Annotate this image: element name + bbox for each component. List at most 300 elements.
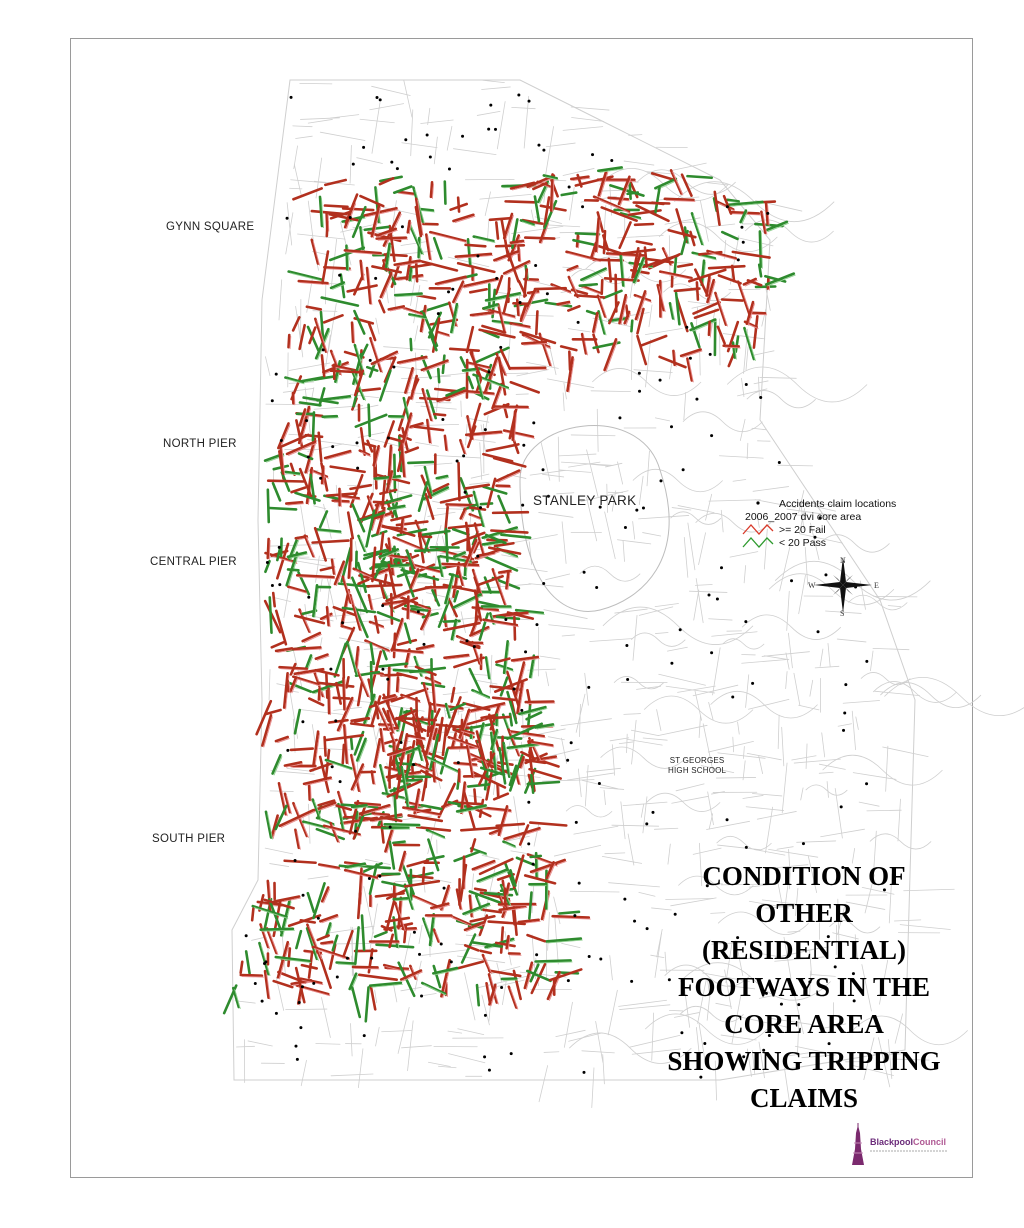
fail-footway	[343, 931, 352, 957]
fail-footway	[293, 647, 320, 649]
claim-location-dot	[535, 623, 538, 626]
claim-location-dot	[271, 584, 274, 587]
pass-footway	[369, 405, 370, 436]
claim-location-dot	[522, 444, 525, 447]
claim-location-dot	[517, 93, 520, 96]
claim-location-dot	[575, 821, 578, 824]
fail-footway	[385, 422, 394, 447]
claim-location-dot	[302, 894, 305, 897]
road-segment	[643, 738, 667, 740]
fail-footway	[497, 824, 524, 826]
fail-footway	[518, 248, 519, 261]
fail-footway	[442, 564, 478, 565]
claim-location-dot	[368, 877, 371, 880]
road-curve	[566, 805, 612, 817]
road-segment	[760, 377, 797, 378]
road-curve	[723, 639, 764, 649]
title-line: FOOTWAYS IN THE	[677, 972, 931, 1002]
road-segment	[688, 523, 695, 570]
road-segment	[530, 224, 580, 227]
road-segment	[782, 727, 784, 766]
fail-footway	[415, 764, 431, 771]
road-segment	[590, 639, 632, 642]
pass-footway	[270, 597, 272, 632]
fail-footway	[325, 737, 326, 755]
fail-footway	[487, 717, 510, 718]
fail-footway	[492, 384, 501, 408]
pass-footway	[445, 181, 446, 203]
fail-footway	[285, 861, 316, 863]
road-segment	[357, 158, 383, 164]
fail-footway-edge	[486, 360, 498, 394]
fail-footway	[359, 975, 396, 980]
claim-location-dot	[842, 729, 845, 732]
fail-footway	[289, 335, 290, 347]
fail-footway	[494, 252, 517, 261]
fail-footway	[461, 828, 498, 831]
road-segment	[792, 756, 816, 760]
road-segment	[514, 797, 522, 848]
pass-footway	[371, 662, 372, 699]
claim-location-dot	[294, 859, 297, 862]
pass-footway	[394, 455, 395, 492]
fail-footway	[732, 266, 734, 281]
road-segment	[821, 829, 865, 837]
claim-location-dot	[329, 668, 332, 671]
claim-location-dot	[751, 682, 754, 685]
road-segment	[689, 591, 727, 592]
claim-location-dot	[744, 620, 747, 623]
road-segment	[461, 401, 462, 417]
road-segment	[313, 311, 337, 312]
fail-footway	[719, 275, 741, 283]
pass-footway	[631, 321, 632, 331]
pass-footway	[630, 184, 631, 199]
fail-footway	[641, 336, 666, 345]
road-segment	[402, 143, 437, 148]
claim-location-dot	[542, 149, 545, 152]
pass-footway	[562, 193, 576, 195]
label-central-pier: CENTRAL PIER	[150, 556, 237, 568]
claim-location-dot	[659, 379, 662, 382]
fail-footway	[453, 282, 463, 302]
claim-location-dot	[483, 1055, 486, 1058]
fail-footway	[318, 935, 329, 939]
road-segment	[559, 454, 596, 456]
road-segment	[693, 685, 738, 696]
fail-footway	[309, 785, 310, 800]
claim-location-dot	[546, 292, 549, 295]
road-segment	[743, 761, 745, 780]
fail-footway	[553, 916, 589, 917]
legend-accidents	[741, 498, 896, 511]
fail-footway	[434, 930, 439, 942]
pass-footway	[411, 339, 412, 350]
road-segment	[624, 714, 641, 715]
road-segment	[741, 378, 743, 396]
map-title	[640, 858, 968, 1117]
pass-footway	[375, 932, 386, 936]
road-segment	[754, 381, 768, 384]
claim-location-dot	[479, 506, 482, 509]
fail-footway	[447, 504, 474, 505]
fail-footway	[324, 267, 349, 268]
road-segment	[376, 318, 379, 334]
road-curve	[644, 696, 753, 723]
road-segment	[819, 772, 833, 773]
road-segment	[623, 541, 624, 562]
claim-location-dot	[298, 1001, 301, 1004]
fail-footway	[506, 201, 535, 202]
pass-footway	[393, 842, 404, 843]
claim-location-dot	[451, 288, 454, 291]
claim-location-dot	[396, 167, 399, 170]
road-segment	[699, 533, 706, 565]
road-segment	[753, 487, 789, 492]
fail-footway	[415, 427, 443, 430]
claim-dot-icon	[741, 498, 775, 512]
claim-location-dot	[573, 914, 576, 917]
fail-footway	[634, 203, 670, 204]
road-segment	[585, 673, 589, 705]
fail-footway	[450, 349, 478, 351]
road-segment	[670, 361, 672, 379]
road-segment	[676, 784, 704, 791]
fail-footway	[309, 953, 312, 978]
fail-footway	[599, 171, 607, 196]
claim-location-dot	[626, 678, 629, 681]
road-segment	[838, 724, 851, 727]
claim-location-dot	[420, 995, 423, 998]
road-curve	[647, 793, 720, 811]
fail-footway	[528, 935, 545, 941]
claim-location-dot	[312, 982, 315, 985]
fail-footway	[504, 431, 533, 437]
claim-location-dot	[599, 957, 602, 960]
pass-footway	[461, 357, 466, 367]
road-segment	[610, 738, 629, 741]
fail-footway	[677, 210, 686, 242]
road-segment	[423, 993, 436, 995]
pass-footway	[503, 842, 514, 847]
road-segment	[709, 619, 732, 620]
road-segment	[316, 1044, 340, 1045]
claim-location-dot	[535, 953, 538, 956]
road-segment	[587, 768, 621, 772]
road-segment	[563, 393, 564, 411]
road-segment	[559, 470, 591, 472]
road-segment	[395, 880, 430, 881]
road-segment	[475, 440, 495, 443]
pass-footway-edge	[324, 418, 338, 419]
pass-footway	[604, 291, 622, 298]
road-segment	[320, 132, 365, 140]
road-segment	[561, 462, 613, 465]
compass-n: N	[840, 556, 846, 565]
pass-footway	[366, 987, 369, 1021]
pass-line-icon	[741, 535, 775, 552]
fail-footway	[439, 784, 455, 817]
fail-footway	[467, 363, 488, 368]
fail-footway	[381, 820, 383, 842]
fail-footway	[417, 827, 450, 830]
claim-location-dot	[542, 582, 545, 585]
pass-footway	[415, 550, 447, 551]
pass-footway	[576, 233, 599, 234]
road-segment	[421, 120, 453, 123]
road-segment	[298, 234, 346, 239]
road-segment	[562, 522, 566, 564]
claim-location-dot	[392, 365, 395, 368]
road-segment	[639, 515, 689, 518]
road-segment	[797, 841, 836, 842]
road-segment	[810, 680, 813, 696]
road-segment	[612, 825, 659, 826]
claim-location-dot	[577, 321, 580, 324]
fail-footway	[604, 231, 605, 253]
fail-footway	[325, 451, 350, 458]
road-segment	[629, 135, 642, 136]
road-segment	[386, 289, 388, 303]
label-gynn-square: GYNN SQUARE	[166, 221, 255, 233]
claim-location-dot	[570, 741, 573, 744]
fail-footway-edge	[510, 988, 517, 1009]
claim-location-dot	[400, 741, 403, 744]
pass-footway	[477, 985, 479, 1005]
claim-location-dot	[528, 100, 531, 103]
pass-footway	[510, 714, 512, 725]
claim-location-dot	[568, 185, 571, 188]
road-segment	[602, 856, 641, 863]
pass-footway	[354, 311, 364, 333]
claim-location-dot	[379, 98, 382, 101]
label-north-pier: NORTH PIER	[163, 438, 237, 450]
fail-footway	[272, 642, 284, 647]
pass-footway	[486, 293, 520, 300]
road-segment	[562, 635, 574, 636]
claim-location-dot	[456, 460, 459, 463]
road-segment	[269, 670, 270, 700]
claim-location-dot	[296, 1058, 299, 1061]
claim-location-dot	[290, 96, 293, 99]
fail-footway-edge	[527, 703, 555, 704]
road-curve	[884, 677, 1024, 715]
road-segment	[688, 301, 705, 303]
fail-footway	[637, 336, 645, 364]
road-segment	[719, 456, 763, 458]
claim-location-dot	[623, 898, 626, 901]
claim-location-dot	[720, 566, 723, 569]
road-segment	[549, 625, 595, 630]
claim-location-dot	[582, 1071, 585, 1074]
claim-location-dot	[499, 346, 502, 349]
road-segment	[719, 319, 720, 365]
fail-footway	[475, 889, 486, 891]
road-segment	[600, 788, 624, 790]
road-segment	[645, 328, 682, 334]
claim-location-dot	[331, 445, 334, 448]
road-segment	[657, 709, 661, 730]
road-segment	[888, 606, 900, 607]
claim-location-dot	[583, 571, 586, 574]
claim-location-dot	[278, 583, 281, 586]
fail-footway	[348, 285, 377, 291]
road-segment	[293, 719, 295, 752]
claim-location-dot	[512, 687, 515, 690]
road-segment	[746, 347, 748, 370]
pass-footway	[376, 945, 413, 948]
claim-location-dot	[457, 761, 460, 764]
fail-footway	[325, 206, 348, 207]
road-segment	[822, 733, 825, 757]
fail-footway	[474, 790, 475, 803]
pass-footway	[365, 227, 388, 230]
road-segment	[320, 579, 322, 591]
claim-location-dot	[426, 134, 429, 137]
pass-footway	[295, 710, 300, 733]
claim-location-dot	[638, 372, 641, 375]
road-segment	[733, 737, 734, 752]
road-curve	[727, 367, 867, 402]
road-segment	[404, 80, 412, 117]
logo-text-a: Blackpool	[870, 1137, 914, 1147]
road-segment	[794, 673, 800, 705]
fail-footway	[690, 232, 694, 245]
claim-location-dot	[591, 153, 594, 156]
fail-footway-edge	[306, 537, 315, 557]
road-curve	[806, 785, 848, 795]
road-segment	[684, 537, 688, 577]
fail-footway	[493, 698, 515, 700]
road-segment	[580, 704, 581, 736]
pass-footway	[531, 856, 541, 857]
claim-location-dot	[638, 390, 641, 393]
pass-footway	[356, 415, 386, 427]
road-segment	[564, 383, 567, 399]
road-segment	[350, 145, 351, 183]
fail-footway	[525, 875, 555, 883]
pass-footway	[323, 416, 337, 417]
claim-location-dot	[305, 419, 308, 422]
fail-footway	[505, 889, 506, 906]
fail-footway	[322, 355, 324, 376]
fail-footway	[343, 745, 344, 763]
fail-footway	[463, 279, 498, 287]
fail-footway	[511, 241, 523, 243]
road-segment	[623, 802, 667, 805]
road-segment	[582, 1051, 615, 1053]
pass-footway	[408, 462, 433, 463]
road-segment	[561, 719, 612, 726]
fail-footway	[733, 252, 770, 258]
road-segment	[655, 603, 678, 606]
claim-location-dot	[473, 645, 476, 648]
fail-footway	[637, 242, 652, 245]
road-segment	[695, 691, 702, 720]
claim-location-dot	[319, 477, 322, 480]
road-segment	[738, 722, 740, 734]
road-segment	[550, 749, 579, 756]
pass-footway	[559, 912, 579, 914]
pass-footway	[580, 284, 597, 285]
road-segment	[321, 998, 330, 1038]
road-segment	[546, 672, 549, 686]
claim-location-dot	[865, 782, 868, 785]
fail-footway	[439, 718, 442, 740]
road-segment	[605, 853, 625, 854]
road-segment	[436, 525, 441, 546]
fail-footway	[754, 316, 757, 347]
road-segment	[274, 598, 291, 602]
fail-footway	[635, 224, 653, 225]
pass-footway	[355, 927, 358, 963]
fail-footway	[391, 516, 410, 520]
road-segment	[512, 226, 563, 233]
fail-footway	[459, 463, 460, 500]
road-curve	[580, 566, 640, 581]
fail-footway	[483, 910, 500, 912]
pass-footway	[501, 535, 530, 538]
road-segment	[394, 985, 397, 1002]
road-segment	[605, 512, 616, 559]
pass-footway	[412, 609, 428, 611]
road-segment	[300, 83, 332, 84]
pass-footway-edge	[429, 832, 446, 839]
road-curve	[747, 391, 816, 408]
fail-footway	[288, 587, 305, 592]
claim-location-dot	[301, 720, 304, 723]
road-segment	[508, 325, 511, 366]
fail-footway	[241, 975, 262, 976]
fail-footway	[466, 245, 486, 247]
fail-footway	[268, 481, 303, 482]
claim-location-dot	[352, 163, 355, 166]
claim-location-dot	[275, 1012, 278, 1015]
road-curve	[631, 633, 685, 647]
claim-location-dot	[566, 759, 569, 762]
pass-footway	[296, 931, 301, 948]
fail-footway	[353, 967, 377, 968]
claim-location-dot	[521, 504, 524, 507]
pass-footway	[536, 960, 571, 961]
pass-footway	[270, 508, 296, 509]
claim-location-dot	[275, 373, 278, 376]
road-segment	[591, 391, 630, 392]
road-curve	[683, 412, 763, 432]
fail-footway	[461, 509, 465, 519]
road-segment	[706, 494, 712, 520]
claim-location-dot	[443, 887, 446, 890]
road-segment	[693, 848, 721, 854]
fail-footway	[303, 633, 320, 641]
logo-strapline	[870, 1149, 950, 1154]
road-segment	[540, 656, 560, 659]
claim-location-dot	[710, 434, 713, 437]
fail-footway	[458, 263, 494, 272]
road-segment	[733, 480, 746, 482]
road-segment	[757, 811, 796, 819]
pass-footway	[498, 496, 509, 522]
fail-footway	[327, 213, 328, 229]
road-segment	[699, 334, 700, 376]
claim-location-dot	[280, 439, 283, 442]
pass-footway	[676, 293, 679, 324]
claim-location-dot	[651, 811, 654, 814]
fail-footway	[316, 655, 328, 659]
pass-footway	[394, 898, 407, 899]
road-segment	[384, 347, 430, 350]
road-segment	[236, 1046, 254, 1047]
